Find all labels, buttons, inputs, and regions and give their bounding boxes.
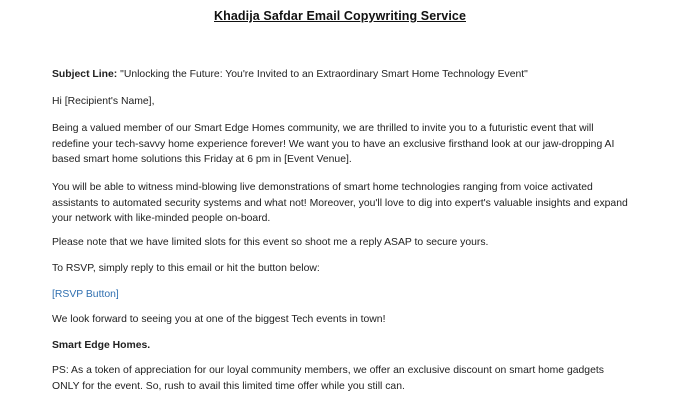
rsvp-button[interactable]: [RSVP Button] <box>52 289 119 300</box>
paragraph-demonstrations: You will be able to witness mind-blowing live demonstrations of smart home technologies ranging from voice activated assistants to automated security systems and what not! Moreover, you'll love to dig into expert's valuable insights and expand your network with like-minded people on-board. <box>52 182 628 224</box>
paragraph-rsvp-instructions: To RSVP, simply reply to this email or hit the button below: <box>52 263 320 274</box>
document-title: Khadija Safdar Email Copywriting Service <box>214 9 466 23</box>
paragraph-limited-slots: Please note that we have limited slots for this event so shoot me a reply ASAP to secure yours. <box>52 237 489 248</box>
paragraph-invitation: Being a valued member of our Smart Edge Homes community, we are thrilled to invite you to a futuristic event that will redefine your tech-savvy home experience forever! We want you to have an exclusive firsthand look at our jaw-dropping AI based smart home solutions this Friday at 6 pm in [Event Venue]. <box>52 123 615 165</box>
subject-line <box>52 67 632 83</box>
subject-text: "Unlocking the Future: You're Invited to an Extraordinary Smart Home Technology Event" <box>117 69 528 80</box>
greeting: Hi [Recipient's Name], <box>52 96 155 107</box>
postscript: PS: As a token of appreciation for our loyal community members, we offer an exclusive discount on smart home gadgets ONLY for the event. So, rush to avail this limited time offer while you still can. <box>52 365 604 392</box>
subject-label: Subject Line: <box>52 69 118 80</box>
paragraph-closing: We look forward to seeing you at one of the biggest Tech events in town! <box>52 314 386 325</box>
signature: Smart Edge Homes. <box>52 340 151 351</box>
